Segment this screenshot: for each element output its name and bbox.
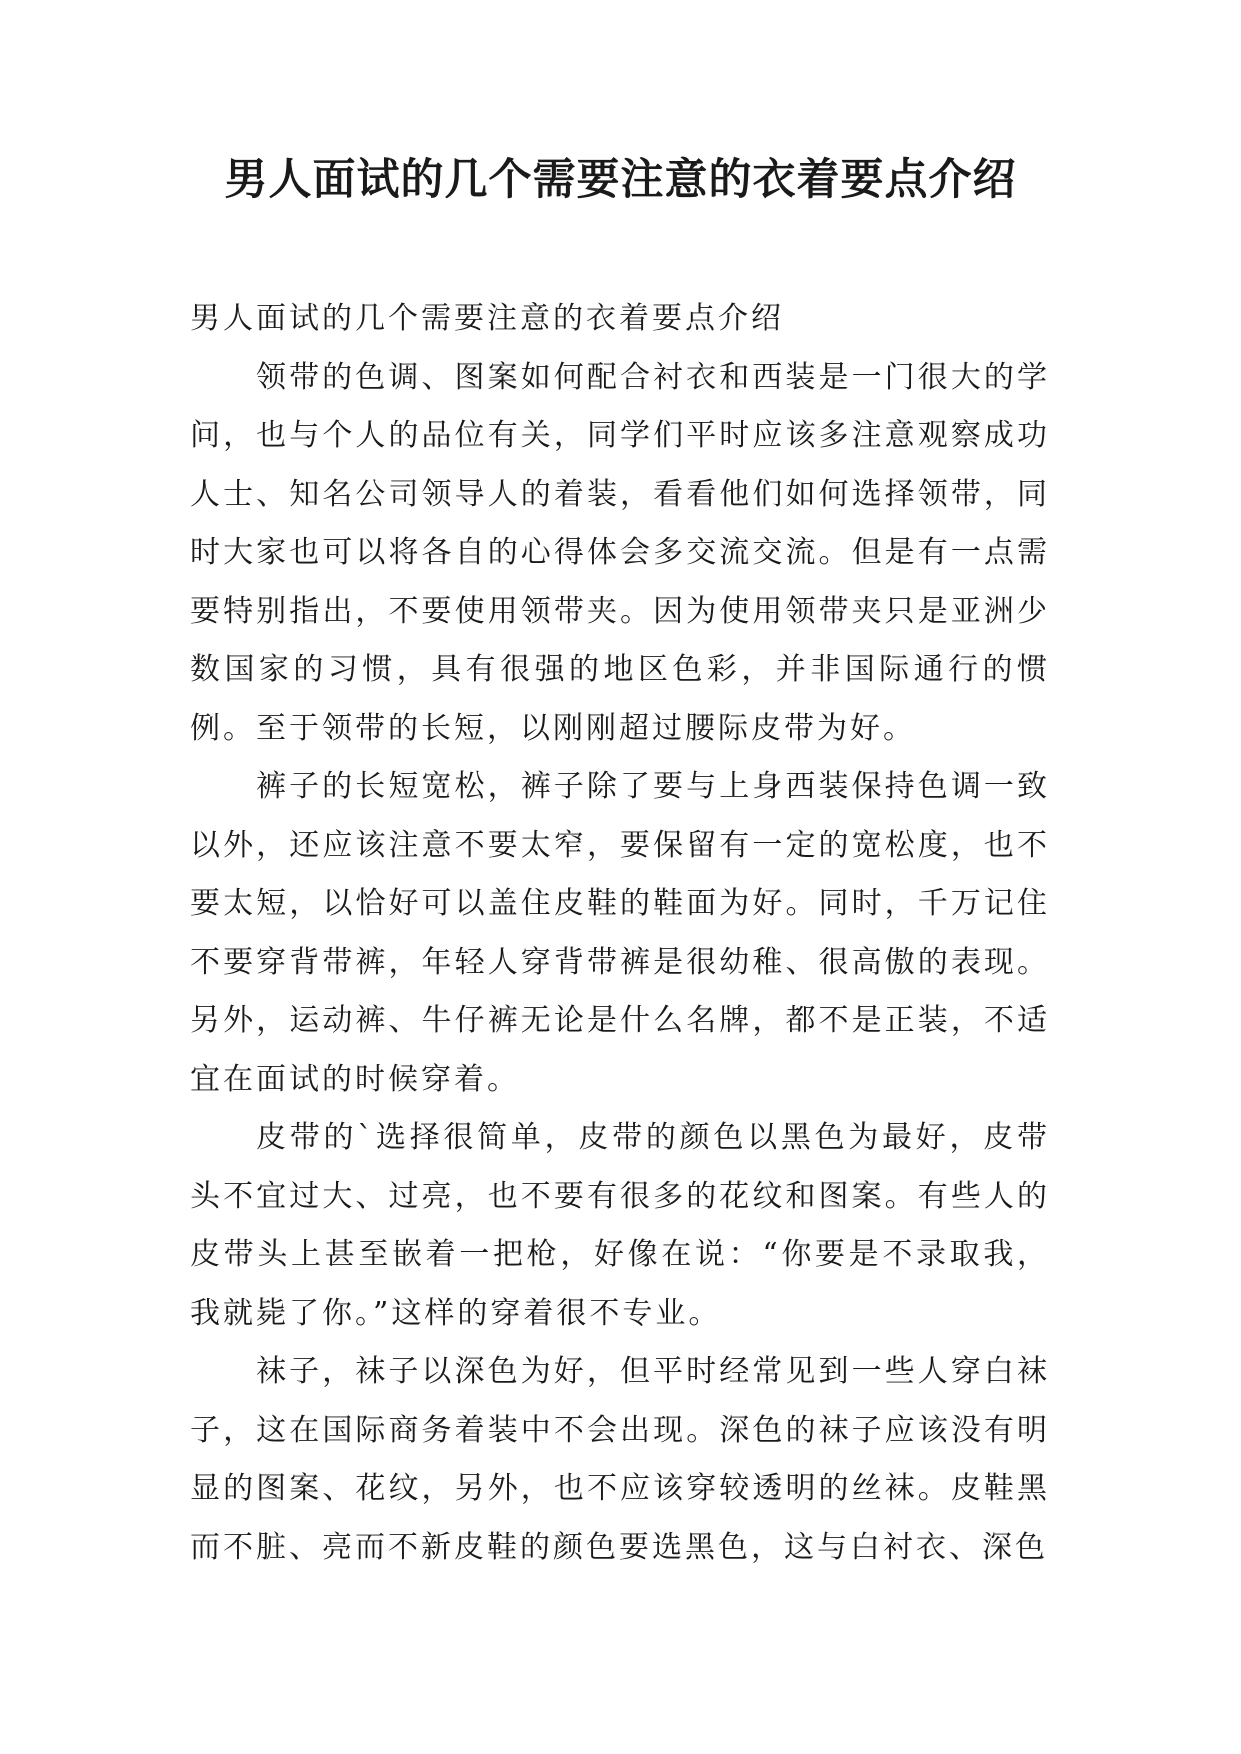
document-subtitle: 男人面试的几个需要注意的衣着要点介绍: [190, 301, 784, 336]
document-title: 男人面试的几个需要注意的衣着要点介绍: [224, 155, 1017, 205]
paragraph-trousers: 裤子的长短宽松，裤子除了要与上身西装保持色调一致以外，还应该注意不要太窄，要保留有一定的宽松度，也不要太短，以恰好可以盖住皮鞋的鞋面为好。同时，千万记住不要穿背带裤，年轻人穿背带裤是很幼稚、很高傲的表现。另外，运动裤、牛仔裤无论是什么名牌，都不是正装，不适宜在面试的时候穿着。: [190, 769, 1050, 1097]
document-body: [190, 290, 1050, 1577]
paragraph-tie: 领带的色调、图案如何配合衬衣和西装是一门很大的学问，也与个人的品位有关，同学们平时应该多注意观察成功人士、知名公司领导人的着装，看看他们如何选择领带，同时大家也可以将各自的心得体会多交流交流。但是有一点需要特别指出，不要使用领带夹。因为使用领带夹只是亚洲少数国家的习惯，具有很强的地区色彩，并非国际通行的惯例。至于领带的长短，以刚刚超过腰际皮带为好。: [190, 359, 1050, 746]
paragraph-socks: 袜子，袜子以深色为好，但平时经常见到一些人穿白袜子，这在国际商务着装中不会出现。深色的袜子应该没有明显的图案、花纹，另外，也不应该穿较透明的丝袜。皮鞋黑而不脏、亮而不新皮鞋的颜色要选黑色，这与白衬衣、深色: [190, 1354, 1050, 1565]
paragraph-belt: 皮带的`选择很简单，皮带的颜色以黑色为最好，皮带头不宜过大、过亮，也不要有很多的花纹和图案。有些人的皮带头上甚至嵌着一把枪，好像在说：“你要是不录取我，我就毙了你。”这样的穿着很不专业。: [190, 1120, 1050, 1331]
